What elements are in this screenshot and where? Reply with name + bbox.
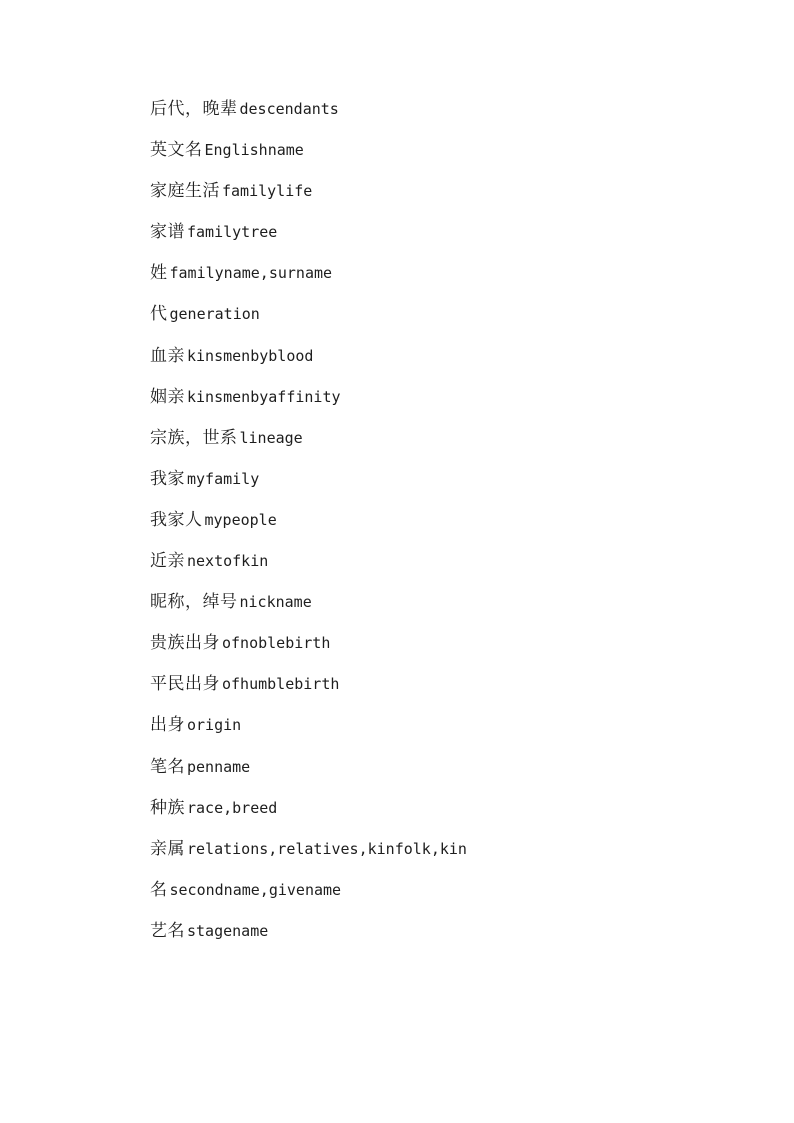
chinese-term: 出身 (150, 715, 185, 736)
english-term: ofhumblebirth (222, 675, 340, 694)
chinese-term: 近亲 (150, 551, 185, 572)
vocabulary-entry (150, 589, 467, 630)
vocabulary-entry (150, 507, 467, 548)
chinese-term: 艺名 (150, 920, 185, 941)
english-term: kinsmenbyaffinity (187, 387, 341, 406)
chinese-term: 血亲 (150, 345, 185, 366)
chinese-term: 姓 (150, 263, 168, 284)
vocabulary-entry (150, 384, 467, 425)
chinese-term: 代 (150, 304, 168, 325)
chinese-term: 英文名 (150, 140, 203, 161)
english-term: ofnoblebirth (222, 634, 331, 653)
vocabulary-entry (150, 137, 467, 178)
vocabulary-entry (150, 466, 467, 507)
english-term: generation (169, 305, 260, 324)
english-term: kinsmenbyblood (187, 346, 314, 365)
english-term: Englishname (204, 141, 304, 160)
vocabulary-entry (150, 343, 467, 384)
chinese-term: 家谱 (150, 222, 185, 243)
chinese-term: 名 (150, 879, 168, 900)
english-term: stagename (187, 921, 269, 940)
vocabulary-entry (150, 548, 467, 589)
vocabulary-entry (150, 96, 467, 137)
chinese-term: 亲属 (150, 838, 185, 859)
english-term: familylife (222, 182, 313, 201)
chinese-term: 昵称，绰号 (150, 592, 238, 613)
chinese-term: 种族 (150, 797, 185, 818)
chinese-term: 平民出身 (150, 674, 220, 695)
chinese-term: 宗族，世系 (150, 427, 238, 448)
vocabulary-entry (150, 918, 467, 959)
vocabulary-list (150, 96, 467, 959)
english-term: origin (187, 716, 242, 735)
vocabulary-entry (150, 178, 467, 219)
english-term: descendants (239, 100, 339, 118)
english-term: familyname,surname (169, 264, 333, 283)
chinese-term: 我家 (150, 468, 185, 489)
english-term: relations,relatives,kinfolk,kin (187, 839, 467, 858)
vocabulary-entry (150, 712, 467, 753)
english-term: race,breed (187, 798, 278, 817)
english-term: secondname,givename (169, 880, 342, 899)
vocabulary-entry (150, 301, 467, 342)
vocabulary-entry (150, 754, 467, 795)
chinese-term: 家庭生活 (150, 181, 220, 202)
vocabulary-entry (150, 260, 467, 301)
vocabulary-entry (150, 425, 467, 466)
chinese-term: 姻亲 (150, 386, 185, 407)
vocabulary-entry (150, 630, 467, 671)
vocabulary-entry (150, 671, 467, 712)
vocabulary-entry (150, 877, 467, 918)
english-term: myfamily (187, 469, 260, 488)
english-term: nickname (239, 593, 312, 612)
english-term: lineage (239, 428, 303, 447)
vocabulary-entry (150, 836, 467, 877)
vocabulary-entry (150, 795, 467, 836)
vocabulary-entry (150, 219, 467, 260)
english-term: nextofkin (187, 552, 269, 571)
chinese-term: 后代，晚辈 (150, 99, 238, 119)
chinese-term: 贵族出身 (150, 633, 220, 654)
chinese-term: 笔名 (150, 756, 185, 777)
english-term: familytree (187, 223, 278, 242)
english-term: mypeople (204, 510, 277, 529)
chinese-term: 我家人 (150, 509, 203, 530)
english-term: penname (187, 757, 251, 776)
